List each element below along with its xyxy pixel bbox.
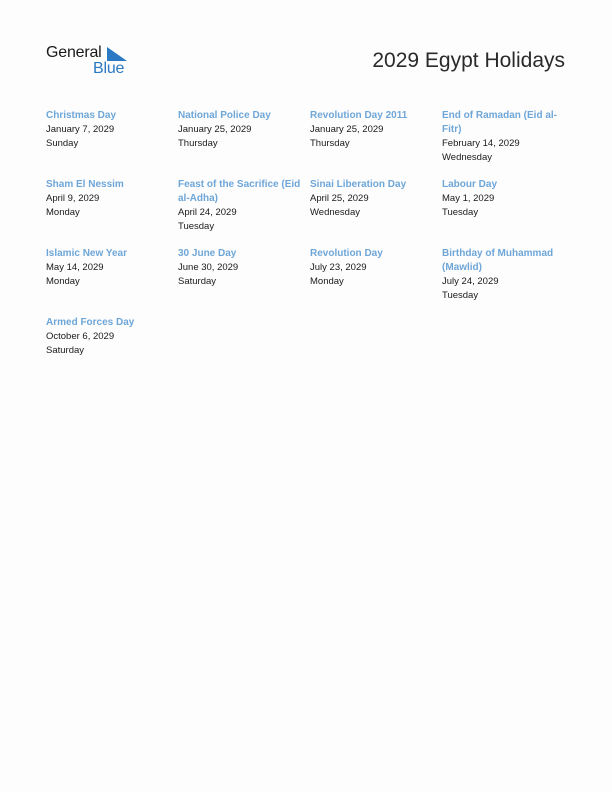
holiday-name: Sham El Nessim: [46, 179, 124, 190]
holiday-name: Sinai Liberation Day: [310, 179, 407, 190]
holiday-name: Feast of the Sacrifice (Eid al-Adha): [178, 179, 301, 204]
holiday-name: Revolution Day 2011: [310, 110, 408, 121]
holiday-list: [46, 109, 576, 358]
holiday-item: [46, 316, 178, 358]
holiday-date: July 24, 2029: [442, 276, 499, 287]
holiday-weekday: Monday: [46, 276, 80, 287]
holiday-name: Islamic New Year: [46, 248, 127, 259]
holiday-name: Christmas Day: [46, 110, 117, 121]
holiday-date: May 14, 2029: [46, 262, 104, 273]
holiday-name: National Police Day: [178, 110, 271, 121]
holiday-item: [178, 178, 310, 234]
holiday-weekday: Wednesday: [442, 152, 492, 163]
holiday-weekday: Tuesday: [178, 221, 215, 232]
holiday-item: [442, 247, 574, 303]
holiday-item: [310, 109, 442, 165]
holiday-item: [178, 109, 310, 165]
holiday-date: July 23, 2029: [310, 262, 367, 273]
holiday-name: Labour Day: [442, 179, 498, 190]
holiday-date: January 7, 2029: [46, 124, 115, 135]
holiday-weekday: Tuesday: [442, 207, 479, 218]
holiday-item: [46, 247, 178, 303]
holiday-name: Birthday of Muhammad (Mawlid): [442, 248, 554, 273]
holiday-name: End of Ramadan (Eid al-Fitr): [442, 110, 558, 135]
holiday-item: [46, 178, 178, 234]
holiday-item: [310, 247, 442, 303]
page-title: 2029 Egypt Holidays: [372, 49, 565, 72]
holiday-date: January 25, 2029: [178, 124, 252, 135]
holiday-item: [46, 109, 178, 165]
holiday-weekday: Monday: [310, 276, 344, 287]
holiday-weekday: Thursday: [310, 138, 350, 149]
holiday-name: Armed Forces Day: [46, 317, 135, 328]
logo-text-general: General: [46, 44, 102, 61]
holiday-weekday: Saturday: [178, 276, 217, 287]
generalblue-logo: [46, 44, 136, 80]
holiday-date: October 6, 2029: [46, 331, 115, 342]
holiday-weekday: Saturday: [46, 345, 85, 356]
holiday-item: [178, 247, 310, 303]
holiday-item: [310, 178, 442, 234]
holiday-date: January 25, 2029: [310, 124, 384, 135]
holiday-date: April 24, 2029: [178, 207, 237, 218]
holiday-weekday: Thursday: [178, 138, 218, 149]
holiday-weekday: Tuesday: [442, 290, 479, 301]
holiday-date: June 30, 2029: [178, 262, 239, 273]
holiday-name: 30 June Day: [178, 248, 237, 259]
logo-text-blue: Blue: [93, 60, 125, 77]
holiday-date: May 1, 2029: [442, 193, 495, 204]
holiday-weekday: Monday: [46, 207, 80, 218]
holiday-weekday: Wednesday: [310, 207, 360, 218]
holiday-name: Revolution Day: [310, 248, 383, 259]
holiday-date: April 9, 2029: [46, 193, 100, 204]
holiday-date: February 14, 2029: [442, 138, 520, 149]
holiday-date: April 25, 2029: [310, 193, 369, 204]
holiday-item: [442, 178, 574, 234]
holiday-item: [442, 109, 574, 165]
holiday-weekday: Sunday: [46, 138, 79, 149]
logo-triangle-icon: [107, 47, 127, 61]
